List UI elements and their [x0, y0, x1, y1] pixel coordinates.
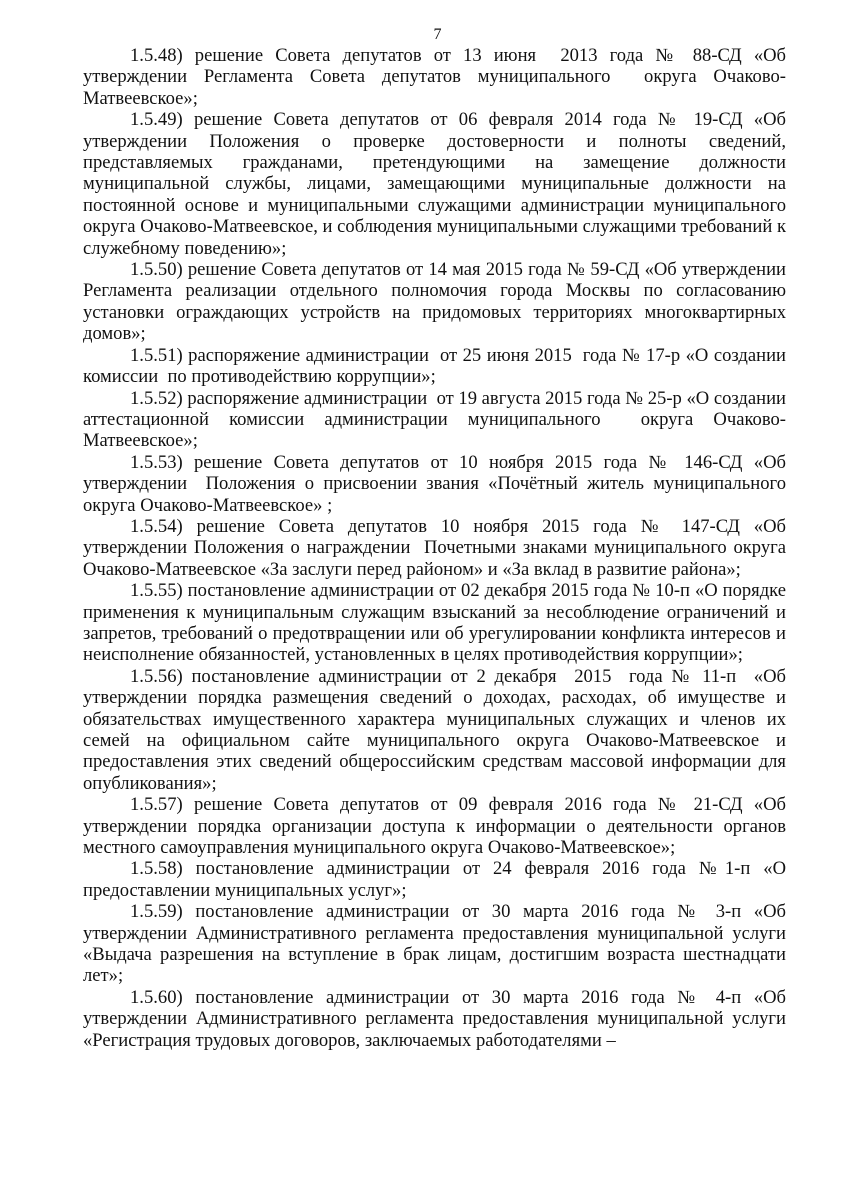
page-number: 7 [433, 26, 442, 43]
list-item-1-5-60: 1.5.60) постановление администрации от 30 марта 2016 года № 4-п «Об утверждении Административного регламента предоставления муниципальной услуги «Регистрация трудовых договоров, заключаемых работодателями – [83, 986, 791, 1051]
list-item-1-5-55: 1.5.55) постановление администрации от 02 декабря 2015 года № 10-п «О порядке применения к муниципальным служащим взысканий за несоблюдение ограничений и запретов, требований о предотвращении или об урегулировании конфликта интересов и неисполнение обязанностей, установленных в целях противодействия коррупции»; [83, 580, 791, 666]
list-item-1-5-54: 1.5.54) решение Совета депутатов 10 ноября 2015 года № 147-СД «Об утверждении Положения о награждении Почетными знаками муниципального округа Очаково-Матвеевское «За заслуги перед районом» и «За вклад в развитие района»; [83, 515, 796, 580]
list-item-1-5-51: 1.5.51) распоряжение администрации от 25 июня 2015 года № 17-р «О создании комиссии по противодействию коррупции»; [83, 344, 791, 388]
list-item-1-5-56: 1.5.56) постановление администрации от 2 декабря 2015 года № 11-п «Об утверждении порядка размещения сведений о доходах, расходах, об имуществе и обязательствах имущественного характера муниципальных служащих и членов их семей на официальном сайте муниципального округа Очаково-Матвеевское и предоставления этих сведений общероссийским средствам массовой информации для опубликования»; [83, 665, 791, 794]
list-item-1-5-48: 1.5.48) решение Совета депутатов от 13 июня 2013 года № 88-СД «Об утверждении Регламента Совета депутатов муниципального округа Очаково-Матвеевское»; [83, 45, 791, 109]
list-item-1-5-49: 1.5.49) решение Совета депутатов от 06 февраля 2014 года № 19-СД «Об утверждении Положения о проверке достоверности и полноты сведений, представляемых гражданами, претендующими на замещение должности муниципальной службы, лицами, замещающими муниципальные должности на постоянной основе и муниципальными служащими администрации муниципального округа Очаково-Матвеевское, и соблюдения муниципальными служащими требований к служебному поведению»; [83, 109, 791, 259]
document-page [83, 26, 796, 1051]
list-item-1-5-58: 1.5.58) постановление администрации от 24 февраля 2016 года №1-п «О предоставлении муниципальных услуг»; [83, 858, 791, 901]
list-item-1-5-50: 1.5.50) решение Совета депутатов от 14 мая 2015 года № 59-СД «Об утверждении Регламента реализации отдельного полномочия города Москвы по согласованию установки ограждающих устройств на придомовых территориях многоквартирных домов»; [83, 259, 791, 345]
list-item-1-5-59: 1.5.59) постановление администрации от 30 марта 2016 года № 3-п «Об утверждении Административного регламента предоставления муниципальной услуги «Выдача разрешения на вступление в брак лицам, достигшим возраста шестнадцати лет»; [83, 901, 791, 987]
list-item-1-5-57: 1.5.57) решение Совета депутатов от 09 февраля 2016 года № 21-СД «Об утверждении порядка организации доступа к информации о деятельности органов местного самоуправления муниципального округа Очаково-Матвеевское»; [83, 794, 791, 859]
list-item-1-5-53: 1.5.53) решение Совета депутатов от 10 ноября 2015 года № 146-СД «Об утверждении Положения о присвоении звания «Почётный житель муниципального округа Очаково-Матвеевское» ; [83, 451, 791, 516]
list-item-1-5-52: 1.5.52) распоряжение администрации от 19 августа 2015 года № 25-р «О создании аттестационной комиссии администрации муниципального округа Очаково-Матвеевское»; [83, 387, 791, 452]
